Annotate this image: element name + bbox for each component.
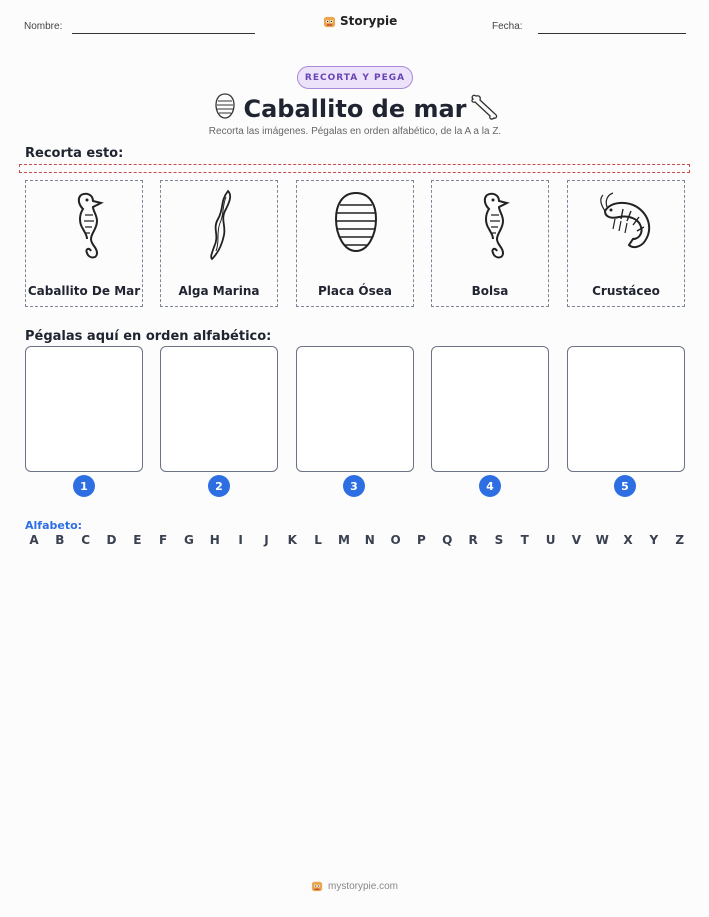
storypie-logo-icon — [311, 880, 323, 892]
brand — [323, 14, 397, 28]
alphabet-title: Alfabeto: — [25, 519, 83, 532]
card-label: Placa Ósea — [318, 284, 392, 298]
alphabet-letter: I — [238, 533, 243, 547]
paste-slot[interactable] — [567, 346, 685, 472]
name-line[interactable] — [72, 33, 255, 34]
alphabet-letter: C — [81, 533, 91, 547]
paste-slot[interactable] — [160, 346, 278, 472]
alphabet-letter: P — [417, 533, 426, 547]
paste-section-label: Pégalas aquí en orden alfabético: — [25, 329, 272, 344]
alphabet-letter: L — [314, 533, 322, 547]
alphabet-letter: N — [364, 533, 375, 547]
cut-line — [19, 164, 690, 173]
instructions: Recorta las imágenes. Pégalas en orden alfabético, de la A a la Z. — [208, 126, 502, 137]
shrimp-icon — [597, 189, 657, 261]
slot-number: 2 — [208, 475, 230, 497]
cut-card[interactable] — [160, 180, 278, 307]
name-label: Nombre: — [24, 21, 63, 32]
alphabet-letter: D — [106, 533, 117, 547]
footer — [0, 880, 709, 892]
alphabet-letter: E — [133, 533, 142, 547]
paste-slot[interactable] — [431, 346, 549, 472]
alphabet-letter: U — [545, 533, 556, 547]
seaweed-icon — [190, 189, 250, 261]
slot-number: 5 — [614, 475, 636, 497]
alphabet-letter: M — [337, 533, 350, 547]
cut-card[interactable] — [25, 180, 143, 307]
alphabet-letter: V — [571, 533, 582, 547]
activity-badge: RECORTA Y PEGA — [297, 66, 413, 89]
alphabet-letter: F — [159, 533, 168, 547]
slot-number: 3 — [343, 475, 365, 497]
alphabet-letter: J — [264, 533, 269, 547]
alphabet-letter: Y — [649, 533, 659, 547]
card-label: Bolsa — [471, 284, 509, 298]
alphabet-letter: B — [55, 533, 65, 547]
cut-section-label: Recorta esto: — [25, 146, 124, 161]
bony-plate-icon — [326, 189, 386, 261]
date-label: Fecha: — [492, 21, 523, 32]
paste-slot[interactable] — [25, 346, 143, 472]
bone-icon — [470, 92, 498, 122]
alphabet-letter: W — [595, 533, 609, 547]
storypie-logo-icon — [323, 15, 336, 28]
alphabet-letter: T — [520, 533, 529, 547]
alphabet-letter: Z — [675, 533, 685, 547]
slot-number: 1 — [73, 475, 95, 497]
alphabet-letter: O — [390, 533, 401, 547]
card-label: Caballito De Mar — [27, 284, 141, 298]
card-label: Alga Marina — [178, 284, 260, 298]
footer-url[interactable]: mystorypie.com — [327, 880, 398, 892]
alphabet-letter: R — [468, 533, 478, 547]
alphabet-letter: G — [184, 533, 194, 547]
seahorse-icon — [55, 189, 115, 261]
alphabet-letter: S — [494, 533, 504, 547]
card-label: Crustáceo — [592, 284, 660, 298]
date-line[interactable] — [538, 33, 686, 34]
cut-card[interactable] — [296, 180, 414, 307]
paste-slot[interactable] — [296, 346, 414, 472]
page-title: Caballito de mar — [243, 95, 467, 123]
brand-name: Storypie — [340, 14, 398, 28]
alphabet-letter: Q — [442, 533, 453, 547]
alphabet-letter: K — [287, 533, 297, 547]
slot-number: 4 — [479, 475, 501, 497]
alphabet-letter: X — [623, 533, 633, 547]
cut-card[interactable] — [431, 180, 549, 307]
alphabet-letter: H — [209, 533, 220, 547]
seahorse-pouch-icon — [461, 189, 521, 261]
cut-card[interactable] — [567, 180, 685, 307]
alphabet-row — [27, 533, 687, 551]
alphabet-letter: A — [29, 533, 39, 547]
